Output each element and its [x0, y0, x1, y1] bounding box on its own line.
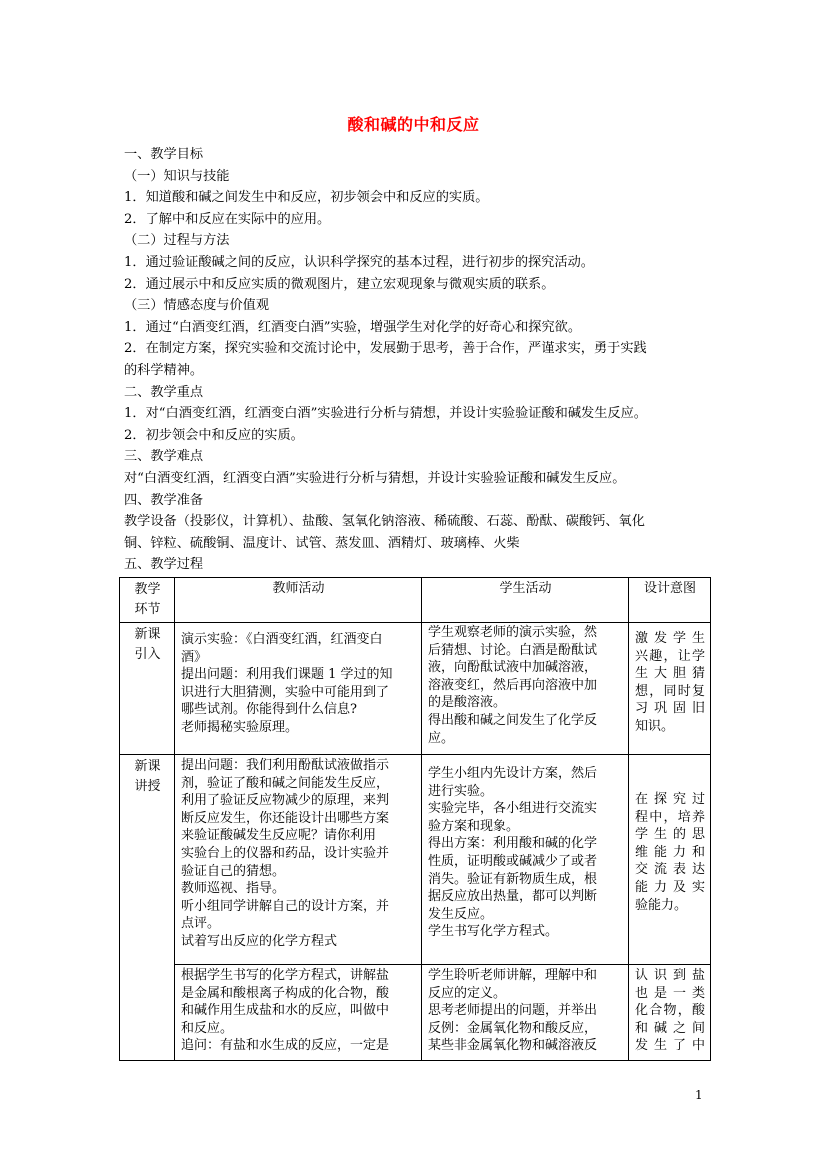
section-heading-key-points: 二、教学重点: [124, 384, 204, 400]
preparation-text: 教学设备（投影仪，计算机）、盐酸、氢氧化钠溶液、稀硫酸、石蕊、酚酞、碳酸钙、氧化: [124, 514, 645, 530]
student-activity: [422, 965, 629, 1061]
text-line: 演示实验：《白酒变红酒，红酒变白: [181, 632, 383, 647]
table-row: [120, 623, 711, 755]
objective-item: 1．知道酸和碱之间发生中和反应，初步领会中和反应的实质。: [124, 190, 489, 206]
text-line: 反例：金属氧化物和酸反应，: [428, 1020, 598, 1036]
text-line: 实验完毕，各小组进行交流实: [428, 801, 598, 817]
text-line: 生大胆猜: [635, 666, 705, 682]
design-intent: [629, 965, 711, 1061]
objective-item-continued: 的科学精神。: [124, 362, 204, 378]
text-line: 来验证酸碱发生反应呢？请你利用: [181, 828, 377, 844]
design-intent: [629, 755, 711, 965]
teacher-activity: [175, 623, 422, 755]
text-line: 学生小组内先设计方案，然后: [428, 766, 598, 781]
text-line: 能力及实: [635, 879, 705, 895]
text-line: 实验台上的仪器和药品，设计实验并: [181, 845, 390, 861]
text-line: 发生了中: [635, 1038, 705, 1054]
text-line: 性质，证明酸或碱减少了或者: [428, 853, 598, 869]
header-intent: 设计意图: [629, 578, 711, 623]
text-line: 发生反应。: [428, 906, 494, 922]
header-stage-line: 环节: [134, 602, 161, 617]
preparation-text-continued: 铜、锌粒、硫酸铜、温度计、试管、蒸发皿、酒精灯、玻璃棒、火柴: [124, 535, 520, 551]
text-line: 得出酸和碱之间发生了化学反: [428, 712, 598, 728]
text-line: 哪些试剂。你能得到什么信息?: [181, 702, 357, 718]
teaching-process-table: [119, 577, 711, 1061]
text-line: 验能力。: [635, 897, 688, 913]
text-line: 反应的定义。: [428, 985, 507, 1001]
text-line: 验证自己的猜想。: [181, 863, 286, 879]
key-point-item: 1．对“白酒变红酒，红酒变白酒”实验进行分析与猜想，并设计实验验证酸和碱发生反应。: [124, 406, 647, 422]
text-line: 化合物，酸: [635, 1003, 705, 1019]
subheading-knowledge: （一）知识与技能: [124, 168, 230, 184]
text-line: 和碱作用生成盐和水的反应，叫做中: [181, 1003, 390, 1019]
stage-line: 讲授: [134, 779, 161, 794]
text-line: 学生的思: [635, 827, 705, 843]
stage-line: 新课: [134, 627, 161, 642]
table-row: [120, 755, 711, 965]
text-line: 和反应。: [181, 1020, 234, 1036]
text-line: 剂，验证了酸和碱之间能发生反应，: [181, 775, 390, 791]
section-heading-process: 五、教学过程: [124, 557, 204, 573]
section-heading-difficulties: 三、教学难点: [124, 449, 204, 465]
text-line: 学生聆听老师讲解，理解中和: [428, 968, 598, 983]
text-line: 溶液变红，然后再向溶液中加: [428, 677, 598, 693]
text-line: 习巩固旧: [635, 701, 705, 717]
header-stage: [120, 578, 175, 623]
text-line: 想，同时复: [635, 683, 705, 699]
text-line: 提出问题：利用我们课题 1 学过的知: [181, 667, 393, 683]
text-line: 维能力和: [635, 844, 705, 860]
text-line: 识进行大胆猜测，实验中可能用到了: [181, 684, 390, 700]
text-line: 认识到盐: [635, 968, 705, 983]
text-line: 教师巡视、指导。: [181, 881, 286, 897]
text-line: 的是酸溶液。: [428, 695, 507, 711]
objective-item: 1．通过验证酸碱之间的反应，认识科学探究的基本过程，进行初步的探究活动。: [124, 254, 594, 270]
student-activity: [422, 623, 629, 755]
text-line: 兴趣，让学: [635, 648, 705, 664]
text-line: 和碱之间: [635, 1020, 705, 1036]
text-line: 老师揭秘实验原理。: [181, 719, 299, 735]
objective-item: 2．在制定方案，探究实验和交流讨论中，发展勤于思考，善于合作，严谨求实，勇于实践: [124, 341, 647, 357]
section-heading-preparation: 四、教学准备: [124, 492, 204, 508]
text-line: 得出方案：利用酸和碱的化学: [428, 836, 598, 852]
stage-lecture: [120, 755, 175, 1061]
page-title: 酸和碱的中和反应: [347, 115, 480, 134]
teacher-activity: [175, 755, 422, 965]
text-line: 验方案和现象。: [428, 818, 520, 834]
text-line: 是金属和酸根离子构成的化合物，酸: [181, 985, 390, 1001]
text-line: 消失。验证有新物质生成，根: [428, 871, 598, 887]
objective-item: 2．通过展示中和反应实质的微观图片，建立宏观现象与微观实质的联系。: [124, 276, 555, 292]
text-line: 也是一类: [635, 985, 705, 1001]
stage-line: 新课: [134, 759, 161, 774]
subheading-process: （二）过程与方法: [124, 233, 230, 249]
teacher-activity: [175, 965, 422, 1061]
objective-item: 1．通过“白酒变红酒，红酒变白酒”实验，增强学生对化学的好奇心和探究欲。: [124, 319, 582, 335]
text-line: 应。: [428, 730, 455, 746]
document-body: [124, 144, 714, 576]
text-line: 激发学生: [635, 631, 705, 646]
header-student: 学生活动: [422, 578, 629, 623]
text-line: 提出问题：我们利用酚酞试液做指示: [181, 758, 390, 773]
difficulty-text: 对“白酒变红酒，红酒变白酒”实验进行分析与猜想，并设计实验验证酸和碱发生反应。: [124, 470, 626, 486]
key-point-item: 2．初步领会中和反应的实质。: [124, 427, 304, 443]
student-activity: [422, 755, 629, 965]
text-line: 断反应发生，你还能设计出哪些方案: [181, 810, 390, 826]
stage-line: 引入: [134, 647, 161, 662]
text-line: 学生观察老师的演示实验，然: [428, 625, 598, 640]
text-line: 酒》: [181, 649, 208, 665]
text-line: 某些非金属氧化物和碱溶液反: [428, 1038, 598, 1054]
text-line: 点评。: [181, 916, 221, 932]
stage-intro: [120, 623, 175, 755]
text-line: 进行实验。: [428, 783, 494, 799]
text-line: 根据学生书写的化学方程式，讲解盐: [181, 968, 390, 983]
table-header-row: [120, 578, 711, 623]
page-number: 1: [695, 1088, 703, 1102]
design-intent: [629, 623, 711, 755]
text-line: 听小组同学讲解自己的设计方案，并: [181, 898, 390, 914]
text-line: 在探究过: [635, 792, 705, 807]
text-line: 交流表达: [635, 862, 705, 878]
objective-item: 2．了解中和反应在实际中的应用。: [124, 211, 331, 227]
text-line: 思考老师提出的问题，并举出: [428, 1003, 598, 1019]
text-line: 程中，培养: [635, 809, 705, 825]
text-line: 试着写出反应的化学方程式: [181, 933, 338, 949]
header-stage-line: 教学: [134, 582, 161, 597]
table-row: [120, 965, 711, 1061]
text-line: 液，向酚酞试液中加碱溶液，: [428, 660, 598, 676]
text-line: 学生书写化学方程式。: [428, 924, 559, 940]
text-line: 知识。: [635, 718, 675, 734]
text-line: 利用了验证反应物减少的原理，来判: [181, 793, 390, 809]
text-line: 追问：有盐和水生成的反应，一定是: [181, 1038, 390, 1054]
section-heading-objectives: 一、教学目标: [124, 147, 204, 162]
text-line: 后猜想、讨论。白酒是酚酞试: [428, 642, 598, 658]
text-line: 据反应放出热量，都可以判断: [428, 889, 598, 905]
header-teacher: 教师活动: [175, 578, 422, 623]
subheading-attitude: （三）情感态度与价值观: [124, 298, 270, 314]
